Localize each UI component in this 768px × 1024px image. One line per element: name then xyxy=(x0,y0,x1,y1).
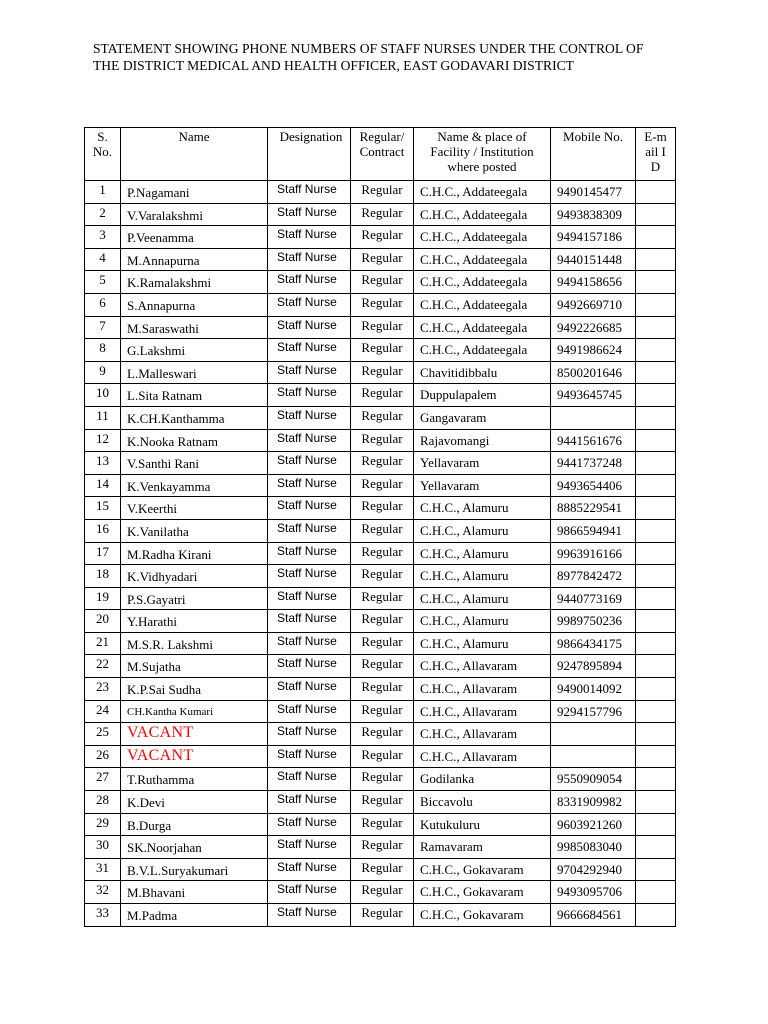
header-designation: Designation xyxy=(268,128,351,181)
cell-mobile: 9493838309 xyxy=(551,203,636,226)
cell-designation: Staff Nurse xyxy=(268,226,351,249)
cell-regular-contract: Regular xyxy=(351,723,414,746)
cell-sno: 6 xyxy=(85,293,121,316)
cell-name: K.Vanilatha xyxy=(121,519,268,542)
cell-facility: Yellavaram xyxy=(414,474,551,497)
cell-name: M.Sujatha xyxy=(121,655,268,678)
cell-designation: Staff Nurse xyxy=(268,610,351,633)
cell-name: K.Venkayamma xyxy=(121,474,268,497)
cell-regular-contract: Regular xyxy=(351,429,414,452)
cell-regular-contract: Regular xyxy=(351,452,414,475)
cell-mobile: 9704292940 xyxy=(551,858,636,881)
cell-email xyxy=(636,655,676,678)
cell-regular-contract: Regular xyxy=(351,203,414,226)
cell-name: P.Veenamma xyxy=(121,226,268,249)
cell-sno: 3 xyxy=(85,226,121,249)
cell-regular-contract: Regular xyxy=(351,497,414,520)
title-line-1: STATEMENT SHOWING PHONE NUMBERS OF STAFF NURSES UNDER THE CONTROL OF xyxy=(93,41,644,56)
cell-email xyxy=(636,226,676,249)
header-sno: S. No. xyxy=(85,128,121,181)
cell-facility: Yellavaram xyxy=(414,452,551,475)
table-row xyxy=(85,203,676,226)
cell-sno: 12 xyxy=(85,429,121,452)
cell-mobile: 9550909054 xyxy=(551,768,636,791)
cell-regular-contract: Regular xyxy=(351,406,414,429)
cell-email xyxy=(636,836,676,859)
cell-sno: 25 xyxy=(85,723,121,746)
cell-designation: Staff Nurse xyxy=(268,384,351,407)
cell-facility: C.H.C., Alamuru xyxy=(414,519,551,542)
cell-designation: Staff Nurse xyxy=(268,203,351,226)
header-regular-contract: Regular/ Contract xyxy=(351,128,414,181)
cell-sno: 16 xyxy=(85,519,121,542)
cell-facility: C.H.C., Alamuru xyxy=(414,610,551,633)
table-row xyxy=(85,361,676,384)
cell-designation: Staff Nurse xyxy=(268,768,351,791)
cell-name: VACANT xyxy=(121,745,268,768)
cell-designation: Staff Nurse xyxy=(268,745,351,768)
cell-email xyxy=(636,293,676,316)
table-row xyxy=(85,181,676,204)
cell-regular-contract: Regular xyxy=(351,655,414,678)
cell-facility: C.H.C., Allavaram xyxy=(414,723,551,746)
cell-designation: Staff Nurse xyxy=(268,452,351,475)
cell-mobile: 9493654406 xyxy=(551,474,636,497)
cell-designation: Staff Nurse xyxy=(268,836,351,859)
cell-email xyxy=(636,745,676,768)
cell-regular-contract: Regular xyxy=(351,881,414,904)
table-header-row xyxy=(85,128,676,181)
cell-sno: 8 xyxy=(85,339,121,362)
cell-facility: C.H.C., Allavaram xyxy=(414,655,551,678)
document-title xyxy=(93,40,693,74)
cell-regular-contract: Regular xyxy=(351,768,414,791)
cell-name: K.Nooka Ratnam xyxy=(121,429,268,452)
cell-sno: 10 xyxy=(85,384,121,407)
cell-email xyxy=(636,587,676,610)
cell-designation: Staff Nurse xyxy=(268,181,351,204)
table-row xyxy=(85,339,676,362)
cell-facility: Godilanka xyxy=(414,768,551,791)
cell-sno: 21 xyxy=(85,632,121,655)
cell-email xyxy=(636,384,676,407)
cell-mobile: 8500201646 xyxy=(551,361,636,384)
table-row xyxy=(85,429,676,452)
table-row xyxy=(85,587,676,610)
cell-name: K.Ramalakshmi xyxy=(121,271,268,294)
cell-email xyxy=(636,858,676,881)
table-row xyxy=(85,836,676,859)
cell-sno: 33 xyxy=(85,904,121,927)
cell-regular-contract: Regular xyxy=(351,474,414,497)
cell-regular-contract: Regular xyxy=(351,565,414,588)
cell-email xyxy=(636,497,676,520)
table-row xyxy=(85,519,676,542)
cell-email xyxy=(636,565,676,588)
cell-email xyxy=(636,316,676,339)
cell-mobile: 9440151448 xyxy=(551,248,636,271)
cell-regular-contract: Regular xyxy=(351,316,414,339)
cell-mobile: 9494158656 xyxy=(551,271,636,294)
cell-facility: C.H.C., Alamuru xyxy=(414,542,551,565)
cell-name: L.Malleswari xyxy=(121,361,268,384)
table-row xyxy=(85,610,676,633)
cell-name: V.Santhi Rani xyxy=(121,452,268,475)
cell-sno: 28 xyxy=(85,791,121,814)
cell-name: V.Keerthi xyxy=(121,497,268,520)
cell-mobile: 9492226685 xyxy=(551,316,636,339)
cell-facility: Chavitidibbalu xyxy=(414,361,551,384)
cell-facility: C.H.C., Addateegala xyxy=(414,203,551,226)
cell-email xyxy=(636,632,676,655)
cell-email xyxy=(636,904,676,927)
cell-mobile: 9603921260 xyxy=(551,813,636,836)
cell-regular-contract: Regular xyxy=(351,700,414,723)
table-row xyxy=(85,542,676,565)
cell-sno: 15 xyxy=(85,497,121,520)
cell-email xyxy=(636,519,676,542)
cell-email xyxy=(636,700,676,723)
cell-name: SK.Noorjahan xyxy=(121,836,268,859)
cell-email xyxy=(636,271,676,294)
cell-email xyxy=(636,678,676,701)
cell-sno: 17 xyxy=(85,542,121,565)
cell-email xyxy=(636,610,676,633)
cell-facility: C.H.C., Addateegala xyxy=(414,181,551,204)
cell-sno: 4 xyxy=(85,248,121,271)
table-row xyxy=(85,768,676,791)
table-row xyxy=(85,452,676,475)
cell-designation: Staff Nurse xyxy=(268,723,351,746)
cell-mobile xyxy=(551,723,636,746)
cell-facility: Biccavolu xyxy=(414,791,551,814)
cell-regular-contract: Regular xyxy=(351,384,414,407)
cell-designation: Staff Nurse xyxy=(268,700,351,723)
cell-facility: Kutukuluru xyxy=(414,813,551,836)
cell-regular-contract: Regular xyxy=(351,904,414,927)
cell-sno: 27 xyxy=(85,768,121,791)
cell-name: K.Devi xyxy=(121,791,268,814)
cell-name: M.S.R. Lakshmi xyxy=(121,632,268,655)
cell-designation: Staff Nurse xyxy=(268,248,351,271)
cell-regular-contract: Regular xyxy=(351,610,414,633)
table-row xyxy=(85,497,676,520)
table-row xyxy=(85,248,676,271)
cell-name: S.Annapurna xyxy=(121,293,268,316)
cell-name: CH.Kantha Kumari xyxy=(121,700,268,723)
cell-mobile: 9666684561 xyxy=(551,904,636,927)
cell-mobile: 9963916166 xyxy=(551,542,636,565)
cell-sno: 11 xyxy=(85,406,121,429)
cell-mobile: 9294157796 xyxy=(551,700,636,723)
cell-mobile: 9494157186 xyxy=(551,226,636,249)
cell-mobile: 8977842472 xyxy=(551,565,636,588)
cell-sno: 29 xyxy=(85,813,121,836)
cell-designation: Staff Nurse xyxy=(268,293,351,316)
cell-designation: Staff Nurse xyxy=(268,519,351,542)
cell-regular-contract: Regular xyxy=(351,293,414,316)
cell-email xyxy=(636,542,676,565)
cell-name: M.Radha Kirani xyxy=(121,542,268,565)
header-facility: Name & place of Facility / Institution where posted xyxy=(414,128,551,181)
cell-designation: Staff Nurse xyxy=(268,542,351,565)
cell-name: T.Ruthamma xyxy=(121,768,268,791)
cell-facility: C.H.C., Gokavaram xyxy=(414,881,551,904)
cell-designation: Staff Nurse xyxy=(268,632,351,655)
cell-sno: 20 xyxy=(85,610,121,633)
table-row xyxy=(85,384,676,407)
cell-designation: Staff Nurse xyxy=(268,881,351,904)
cell-email xyxy=(636,452,676,475)
cell-sno: 19 xyxy=(85,587,121,610)
cell-email xyxy=(636,881,676,904)
cell-name: G.Lakshmi xyxy=(121,339,268,362)
cell-facility: C.H.C., Addateegala xyxy=(414,339,551,362)
cell-designation: Staff Nurse xyxy=(268,655,351,678)
cell-facility: C.H.C., Addateegala xyxy=(414,226,551,249)
cell-facility: Rajavomangi xyxy=(414,429,551,452)
cell-sno: 24 xyxy=(85,700,121,723)
cell-facility: C.H.C., Allavaram xyxy=(414,678,551,701)
table-row xyxy=(85,271,676,294)
staff-nurse-table xyxy=(84,127,676,927)
cell-sno: 18 xyxy=(85,565,121,588)
cell-mobile xyxy=(551,745,636,768)
cell-regular-contract: Regular xyxy=(351,361,414,384)
cell-mobile: 9492669710 xyxy=(551,293,636,316)
table-row xyxy=(85,293,676,316)
cell-name: K.P.Sai Sudha xyxy=(121,678,268,701)
cell-name: VACANT xyxy=(121,723,268,746)
table-row xyxy=(85,632,676,655)
cell-sno: 22 xyxy=(85,655,121,678)
cell-sno: 26 xyxy=(85,745,121,768)
cell-regular-contract: Regular xyxy=(351,519,414,542)
cell-mobile: 9985083040 xyxy=(551,836,636,859)
cell-sno: 7 xyxy=(85,316,121,339)
cell-mobile: 9866434175 xyxy=(551,632,636,655)
cell-email xyxy=(636,406,676,429)
cell-sno: 2 xyxy=(85,203,121,226)
cell-sno: 13 xyxy=(85,452,121,475)
table-row xyxy=(85,474,676,497)
table-row xyxy=(85,791,676,814)
cell-name: L.Sita Ratnam xyxy=(121,384,268,407)
cell-mobile: 9490014092 xyxy=(551,678,636,701)
table-row xyxy=(85,813,676,836)
cell-facility: C.H.C., Allavaram xyxy=(414,700,551,723)
cell-designation: Staff Nurse xyxy=(268,474,351,497)
cell-facility: C.H.C., Alamuru xyxy=(414,587,551,610)
cell-email xyxy=(636,723,676,746)
cell-regular-contract: Regular xyxy=(351,542,414,565)
cell-email xyxy=(636,339,676,362)
cell-mobile: 9440773169 xyxy=(551,587,636,610)
cell-sno: 1 xyxy=(85,181,121,204)
cell-regular-contract: Regular xyxy=(351,632,414,655)
cell-designation: Staff Nurse xyxy=(268,497,351,520)
cell-mobile: 9866594941 xyxy=(551,519,636,542)
cell-email xyxy=(636,768,676,791)
cell-designation: Staff Nurse xyxy=(268,406,351,429)
cell-email xyxy=(636,474,676,497)
cell-designation: Staff Nurse xyxy=(268,565,351,588)
cell-name: M.Padma xyxy=(121,904,268,927)
cell-mobile: 9441737248 xyxy=(551,452,636,475)
cell-regular-contract: Regular xyxy=(351,745,414,768)
table-row xyxy=(85,904,676,927)
cell-mobile: 9247895894 xyxy=(551,655,636,678)
cell-mobile: 9491986624 xyxy=(551,339,636,362)
cell-regular-contract: Regular xyxy=(351,836,414,859)
table-row xyxy=(85,858,676,881)
cell-designation: Staff Nurse xyxy=(268,858,351,881)
cell-facility: C.H.C., Allavaram xyxy=(414,745,551,768)
cell-name: M.Saraswathi xyxy=(121,316,268,339)
table-row xyxy=(85,655,676,678)
cell-designation: Staff Nurse xyxy=(268,904,351,927)
table-row xyxy=(85,678,676,701)
table-row xyxy=(85,723,676,746)
cell-email xyxy=(636,181,676,204)
cell-name: B.Durga xyxy=(121,813,268,836)
cell-designation: Staff Nurse xyxy=(268,813,351,836)
cell-email xyxy=(636,429,676,452)
cell-mobile: 9490145477 xyxy=(551,181,636,204)
table-row xyxy=(85,700,676,723)
table-row xyxy=(85,881,676,904)
cell-email xyxy=(636,813,676,836)
cell-regular-contract: Regular xyxy=(351,791,414,814)
cell-designation: Staff Nurse xyxy=(268,361,351,384)
table-row xyxy=(85,565,676,588)
cell-sno: 30 xyxy=(85,836,121,859)
header-name: Name xyxy=(121,128,268,181)
cell-name: M.Bhavani xyxy=(121,881,268,904)
cell-designation: Staff Nurse xyxy=(268,271,351,294)
cell-name: K.CH.Kanthamma xyxy=(121,406,268,429)
header-email: E-mail ID xyxy=(636,128,676,181)
cell-mobile: 9441561676 xyxy=(551,429,636,452)
cell-regular-contract: Regular xyxy=(351,271,414,294)
cell-sno: 14 xyxy=(85,474,121,497)
cell-facility: C.H.C., Alamuru xyxy=(414,565,551,588)
cell-mobile: 9493095706 xyxy=(551,881,636,904)
cell-name: M.Annapurna xyxy=(121,248,268,271)
cell-regular-contract: Regular xyxy=(351,678,414,701)
table-row xyxy=(85,226,676,249)
cell-mobile: 9493645745 xyxy=(551,384,636,407)
cell-regular-contract: Regular xyxy=(351,813,414,836)
cell-sno: 9 xyxy=(85,361,121,384)
cell-name: P.S.Gayatri xyxy=(121,587,268,610)
cell-facility: C.H.C., Gokavaram xyxy=(414,904,551,927)
cell-name: B.V.L.Suryakumari xyxy=(121,858,268,881)
cell-facility: C.H.C., Alamuru xyxy=(414,497,551,520)
cell-name: Y.Harathi xyxy=(121,610,268,633)
cell-designation: Staff Nurse xyxy=(268,429,351,452)
header-mobile: Mobile No. xyxy=(551,128,636,181)
cell-facility: C.H.C., Addateegala xyxy=(414,248,551,271)
cell-email xyxy=(636,791,676,814)
cell-mobile xyxy=(551,406,636,429)
cell-regular-contract: Regular xyxy=(351,587,414,610)
cell-facility: C.H.C., Addateegala xyxy=(414,293,551,316)
cell-regular-contract: Regular xyxy=(351,339,414,362)
table-row xyxy=(85,745,676,768)
cell-name: K.Vidhyadari xyxy=(121,565,268,588)
cell-facility: C.H.C., Alamuru xyxy=(414,632,551,655)
cell-facility: C.H.C., Gokavaram xyxy=(414,858,551,881)
cell-sno: 23 xyxy=(85,678,121,701)
cell-designation: Staff Nurse xyxy=(268,339,351,362)
cell-facility: C.H.C., Addateegala xyxy=(414,316,551,339)
cell-email xyxy=(636,203,676,226)
cell-sno: 5 xyxy=(85,271,121,294)
cell-designation: Staff Nurse xyxy=(268,587,351,610)
cell-mobile: 8331909982 xyxy=(551,791,636,814)
cell-designation: Staff Nurse xyxy=(268,678,351,701)
cell-sno: 31 xyxy=(85,858,121,881)
cell-designation: Staff Nurse xyxy=(268,316,351,339)
cell-facility: Ramavaram xyxy=(414,836,551,859)
cell-regular-contract: Regular xyxy=(351,226,414,249)
cell-facility: Gangavaram xyxy=(414,406,551,429)
cell-mobile: 9989750236 xyxy=(551,610,636,633)
cell-facility: C.H.C., Addateegala xyxy=(414,271,551,294)
cell-mobile: 8885229541 xyxy=(551,497,636,520)
table-row xyxy=(85,316,676,339)
cell-name: P.Nagamani xyxy=(121,181,268,204)
cell-email xyxy=(636,248,676,271)
table-row xyxy=(85,406,676,429)
cell-regular-contract: Regular xyxy=(351,248,414,271)
cell-regular-contract: Regular xyxy=(351,858,414,881)
cell-designation: Staff Nurse xyxy=(268,791,351,814)
cell-facility: Duppulapalem xyxy=(414,384,551,407)
cell-name: V.Varalakshmi xyxy=(121,203,268,226)
cell-sno: 32 xyxy=(85,881,121,904)
cell-regular-contract: Regular xyxy=(351,181,414,204)
cell-email xyxy=(636,361,676,384)
title-line-2: THE DISTRICT MEDICAL AND HEALTH OFFICER, EAST GODAVARI DISTRICT xyxy=(93,58,574,73)
